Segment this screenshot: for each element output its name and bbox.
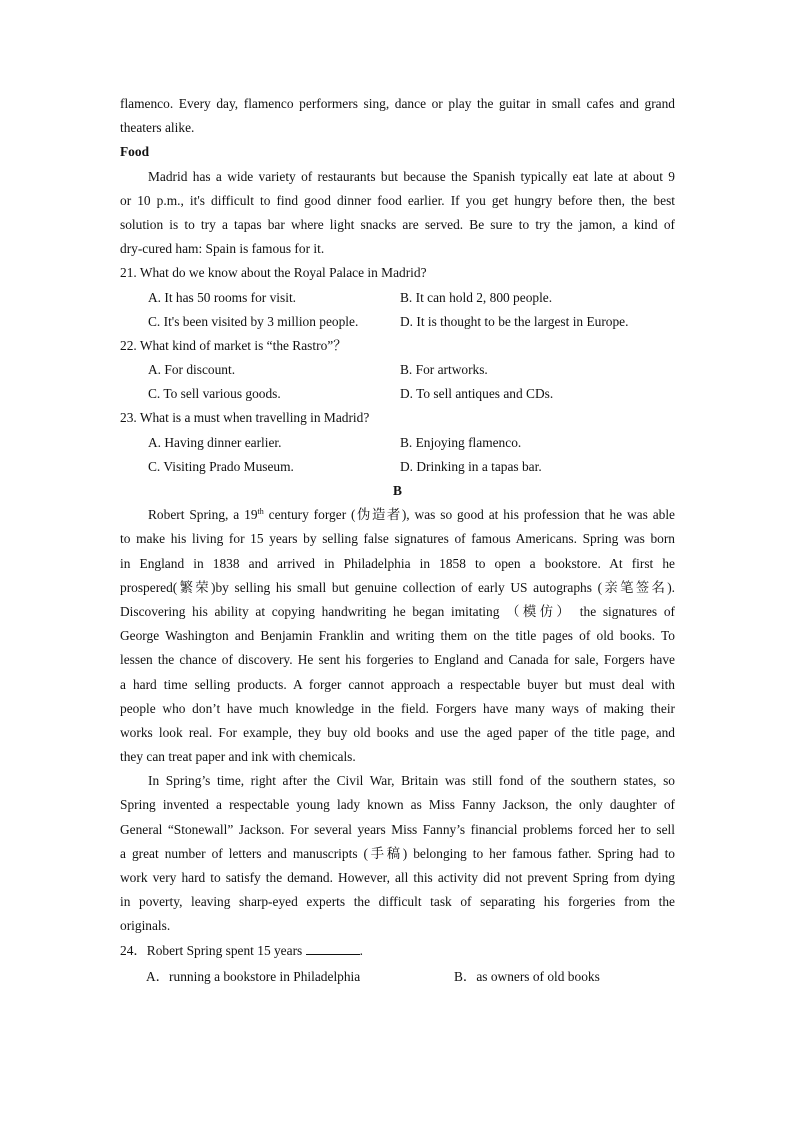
passage-b-line-1-start: Robert Spring, a 19 [148,507,258,523]
passage-b2-line: in poverty, leaving sharp-eyed experts the difficult task of separating his forgeries from the [120,894,675,910]
ordinal-superscript: th [257,507,264,517]
question-21 [120,261,675,334]
question-stem [120,939,675,963]
question-24 [120,939,675,990]
option-d[interactable]: D. To sell antiques and CDs. [400,386,554,402]
option-b[interactable]: B．as owners of old books [454,968,600,984]
question-24-text: 24．Robert Spring spent 15 years [120,942,306,958]
passage-b-line: they can treat paper and ink with chemicals. [120,749,356,765]
option-b[interactable]: B. Enjoying flamenco. [400,434,522,450]
food-line-4: dry-cured ham: Spain is famous for it. [120,241,325,257]
question-24-end: . [359,942,363,958]
passage-b-line: a hard time selling products. A forger cannot approach a respectable buyer but must deal with [120,676,675,692]
option-d[interactable]: D. It is thought to be the largest in Europe. [400,313,629,329]
section-b-heading: B [393,483,402,498]
passage-b2-line: General “Stonewall” Jackson. For several years Miss Fanny’s financial problems forced her to sell [120,821,675,837]
food-line-1: Madrid has a wide variety of restaurants but because the Spanish typically eat late at about 9 [148,168,675,184]
intro-line-2: theaters alike. [120,120,195,136]
document-page [120,92,675,990]
question-stem: 23. What is a must when travelling in Madrid? [120,410,370,426]
option-a[interactable]: A. It has 50 rooms for visit. [148,289,297,305]
food-line-3: solution is to try a tapas bar where light snacks are served. Be sure to try the jamon, a kind of [120,216,675,232]
passage-b-line: to make his living for 15 years by selling false signatures of famous Americans. Spring was born [120,531,675,547]
passage-b2-line: a great number of letters and manuscripts (手稿) belonging to her famous father. Spring had to [120,845,675,861]
option-b[interactable]: B. For artworks. [400,362,488,378]
passage-b-line: Discovering his ability at copying handwriting he began imitating （模仿） the signatures of [120,603,675,619]
option-c[interactable]: C. It's been visited by 3 million people. [148,313,359,329]
passage-b-line-1-end: century forger (伪造者), was so good at his profession that he was able [263,507,675,523]
passage-b2-line: work very hard to satisfy the demand. However, all this activity did not prevent Spring from dying [120,870,675,885]
option-a[interactable]: A．running a bookstore in Philadelphia [146,968,361,984]
passage-b-line: works look real. For example, they buy old books and use the aged paper of the title page, and [120,724,675,740]
option-c[interactable]: C. Visiting Prado Museum. [148,458,294,474]
option-d[interactable]: D. Drinking in a tapas bar. [400,458,542,474]
question-23 [120,406,675,479]
passage-b-line: people who don’t have much knowledge in the field. Forgers have many ways of making their [120,700,675,716]
food-heading: Food [120,144,150,160]
food-line-2: or 10 p.m., it's difficult to find good dinner food earlier. If you get hungry before then, the best [120,192,675,208]
passage-b-line: in England in 1838 and arrived in Philadelphia in 1858 to open a bookstore. At first he [120,555,675,571]
option-c[interactable]: C. To sell various goods. [148,386,281,402]
option-b[interactable]: B. It can hold 2, 800 people. [400,289,553,305]
passage-b2-line: Spring invented a respectable young lady known as Miss Fanny Jackson, the only daughter of [120,797,675,813]
option-a[interactable]: A. Having dinner earlier. [148,434,282,450]
passage-b2-line: In Spring’s time, right after the Civil War, Britain was still fond of the southern states, so [148,773,675,789]
passage-b-line: prospered(繁荣)by selling his small but genuine collection of early US autographs (亲笔签名). [120,579,675,595]
answer-blank[interactable] [306,942,360,955]
question-stem: 22. What kind of market is “the Rastro”？ [120,337,347,353]
question-22 [120,334,675,407]
question-stem: 21. What do we know about the Royal Palace in Madrid? [120,265,427,281]
intro-line-1: flamenco. Every day, flamenco performers sing, dance or play the guitar in small cafes and grand [120,96,675,111]
passage-b-line: lessen the chance of discovery. He sent his forgeries to England and Canada for sale, Forgers have [120,652,675,668]
passage-b-line: George Washington and Benjamin Franklin and writing them on the title pages of old books. To [120,628,675,644]
option-a[interactable]: A. For discount. [148,362,236,378]
passage-b-line-1 [120,503,675,527]
passage-b2-line: originals. [120,918,171,934]
